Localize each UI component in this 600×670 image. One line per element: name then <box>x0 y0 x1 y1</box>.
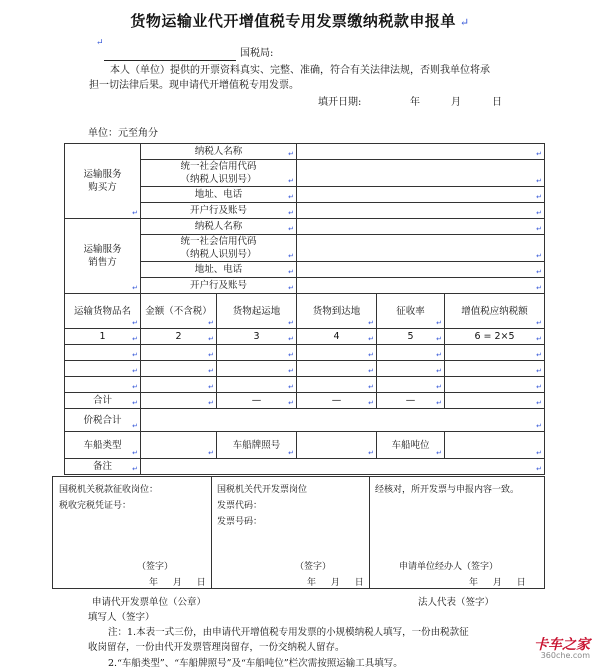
buyer-name-label: 纳税人名称 ↵ <box>141 144 297 160</box>
agent-sign-label: 申请单位经办人（签字） <box>399 562 499 572</box>
paragraph-mark-icon: ↵ <box>96 38 104 48</box>
buyer-bank-label: 开户行及账号 ↵ <box>141 203 297 219</box>
tax-cell[interactable] <box>445 345 545 361</box>
total-tax[interactable] <box>445 393 545 409</box>
price-total-value[interactable] <box>141 409 545 432</box>
table-row <box>65 377 545 393</box>
amount-cell[interactable] <box>141 361 217 377</box>
col-header-goods: 运输货物品名 ↵ <box>65 294 141 329</box>
col-number-2: 2 ↵ <box>141 329 217 345</box>
tax-bureau-label: 国税局: <box>240 48 274 59</box>
invoice-post-column <box>211 477 370 588</box>
invoice-post-date: 年 月 日 <box>307 578 364 588</box>
seller-address-label: 地址、电话 ↵ <box>141 262 297 278</box>
seller-credit-code-value[interactable] <box>297 235 545 262</box>
verification-statement: 经核对，所开发票与申报内容一致。 <box>375 485 520 495</box>
invoice-post-sign: （签字） <box>295 562 332 572</box>
total-origin-dash: — ↵ <box>217 393 297 409</box>
statement-line-2: 担一切法律后果。现申请代开增值税专用发票。 <box>89 80 299 91</box>
buyer-bank-value[interactable] <box>297 203 545 219</box>
destination-cell[interactable] <box>297 345 377 361</box>
unit-label: 单位：元至角分 <box>88 128 158 139</box>
rate-cell[interactable] <box>377 345 445 361</box>
note-1-line-1: 注：1.本表一式三份，由申请代开增值税专用发票的小规模纳税人填写，一份由税款征 <box>108 627 469 638</box>
filler-label: 填写人（签字） <box>88 612 155 623</box>
goods-cell[interactable] <box>65 361 141 377</box>
goods-cell[interactable] <box>65 377 141 393</box>
seller-section-label: 运输服务 销售方 ↵ <box>65 219 141 294</box>
amount-cell[interactable] <box>141 377 217 393</box>
origin-cell[interactable] <box>217 361 297 377</box>
tax-cell[interactable] <box>445 377 545 393</box>
buyer-address-value[interactable] <box>297 187 545 203</box>
collection-post-label: 国税机关税款征收岗位： <box>59 485 159 495</box>
buyer-name-value[interactable] <box>297 144 545 160</box>
total-destination-dash: — ↵ <box>297 393 377 409</box>
tax-receipt-number-label: 税收完税凭证号： <box>59 501 132 511</box>
seller-bank-label: 开户行及账号 ↵ <box>141 278 297 294</box>
declaration-table <box>64 143 545 475</box>
fill-date-label: 填开日期: <box>318 97 362 108</box>
legal-rep-label: 法人代表（签字） <box>418 597 495 608</box>
col-header-rate: 征收率 ↵ <box>377 294 445 329</box>
total-label: 合计 ↵ <box>65 393 141 409</box>
seller-name-label: 纳税人名称 ↵ <box>141 219 297 235</box>
note-1-line-2: 收岗留存，一份由代开发票管理岗留存，一份交纳税人留存。 <box>88 642 345 653</box>
paragraph-mark-icon: ↵ <box>455 16 470 29</box>
seller-address-value[interactable] <box>297 262 545 278</box>
remarks-label: 备注 ↵ <box>65 459 141 475</box>
destination-cell[interactable] <box>297 361 377 377</box>
collection-post-sign: （签字） <box>137 562 174 572</box>
col-header-tax: 增值税应纳税额 ↵ <box>445 294 545 329</box>
invoice-post-label: 国税机关代开发票岗位 <box>217 485 308 495</box>
vehicle-tonnage-label: 车船吨位 ↵ <box>377 432 445 459</box>
buyer-section-label: 运输服务 购买方 ↵ <box>65 144 141 219</box>
statement-line-1: 本人（单位）提供的开票资料真实、完整、准确，符合有关法律法规，否则我单位将承 <box>110 65 490 76</box>
fill-date-day: 日 <box>492 97 502 108</box>
destination-cell[interactable] <box>297 377 377 393</box>
seller-credit-code-label: 统一社会信用代码 （纳税人识别号） ↵ <box>141 235 297 262</box>
col-number-6: 6 = 2×5 ↵ <box>445 329 545 345</box>
price-total-label: 价税合计 ↵ <box>65 409 141 432</box>
col-header-destination: 货物到达地 ↵ <box>297 294 377 329</box>
remarks-value[interactable] <box>141 459 545 475</box>
buyer-address-label: 地址、电话 ↵ <box>141 187 297 203</box>
buyer-credit-code-value[interactable] <box>297 160 545 187</box>
vehicle-tonnage-value[interactable] <box>445 432 545 459</box>
applicant-seal-label: 申请代开发票单位（公章） <box>92 597 207 608</box>
rate-cell[interactable] <box>377 377 445 393</box>
table-row <box>65 345 545 361</box>
form-title: 货物运输业代开增值税专用发票缴纳税款申报单 ↵ <box>130 12 470 30</box>
vehicle-plate-label: 车船牌照号 ↵ <box>217 432 297 459</box>
amount-cell[interactable] <box>141 345 217 361</box>
vehicle-type-label: 车船类型 ↵ <box>65 432 141 459</box>
watermark-site: 360che.com <box>540 651 590 660</box>
total-amount[interactable] <box>141 393 217 409</box>
verification-column <box>369 477 544 588</box>
fill-date-year: 年 <box>410 97 420 108</box>
seller-bank-value[interactable] <box>297 278 545 294</box>
table-row <box>65 361 545 377</box>
invoice-code-label: 发票代码： <box>217 501 263 511</box>
verification-date: 年 月 日 <box>469 578 526 588</box>
seller-name-value[interactable] <box>297 219 545 235</box>
invoice-number-label: 发票号码： <box>217 517 263 527</box>
watermark-logo: 卡车之家 <box>534 637 590 653</box>
col-header-amount: 金额（不含税） ↵ <box>141 294 217 329</box>
collection-post-column <box>53 477 212 588</box>
origin-cell[interactable] <box>217 377 297 393</box>
origin-cell[interactable] <box>217 345 297 361</box>
fill-date-month: 月 <box>451 97 461 108</box>
buyer-credit-code-label: 统一社会信用代码 （纳税人识别号） ↵ <box>141 160 297 187</box>
total-rate-dash: — ↵ <box>377 393 445 409</box>
col-number-5: 5 ↵ <box>377 329 445 345</box>
col-number-3: 3 ↵ <box>217 329 297 345</box>
rate-cell[interactable] <box>377 361 445 377</box>
signature-section <box>52 476 545 589</box>
col-number-4: 4 ↵ <box>297 329 377 345</box>
vehicle-plate-value[interactable] <box>297 432 377 459</box>
goods-cell[interactable] <box>65 345 141 361</box>
note-2: 2.“车船类型”、“车船牌照号”及“车船吨位”栏次需按照运输工具填写。 <box>108 658 403 669</box>
tax-bureau-blank <box>104 60 236 61</box>
col-header-origin: 货物起运地 ↵ <box>217 294 297 329</box>
vehicle-type-value[interactable] <box>141 432 217 459</box>
col-number-1: 1 ↵ <box>65 329 141 345</box>
collection-post-date: 年 月 日 <box>149 578 206 588</box>
tax-cell[interactable] <box>445 361 545 377</box>
